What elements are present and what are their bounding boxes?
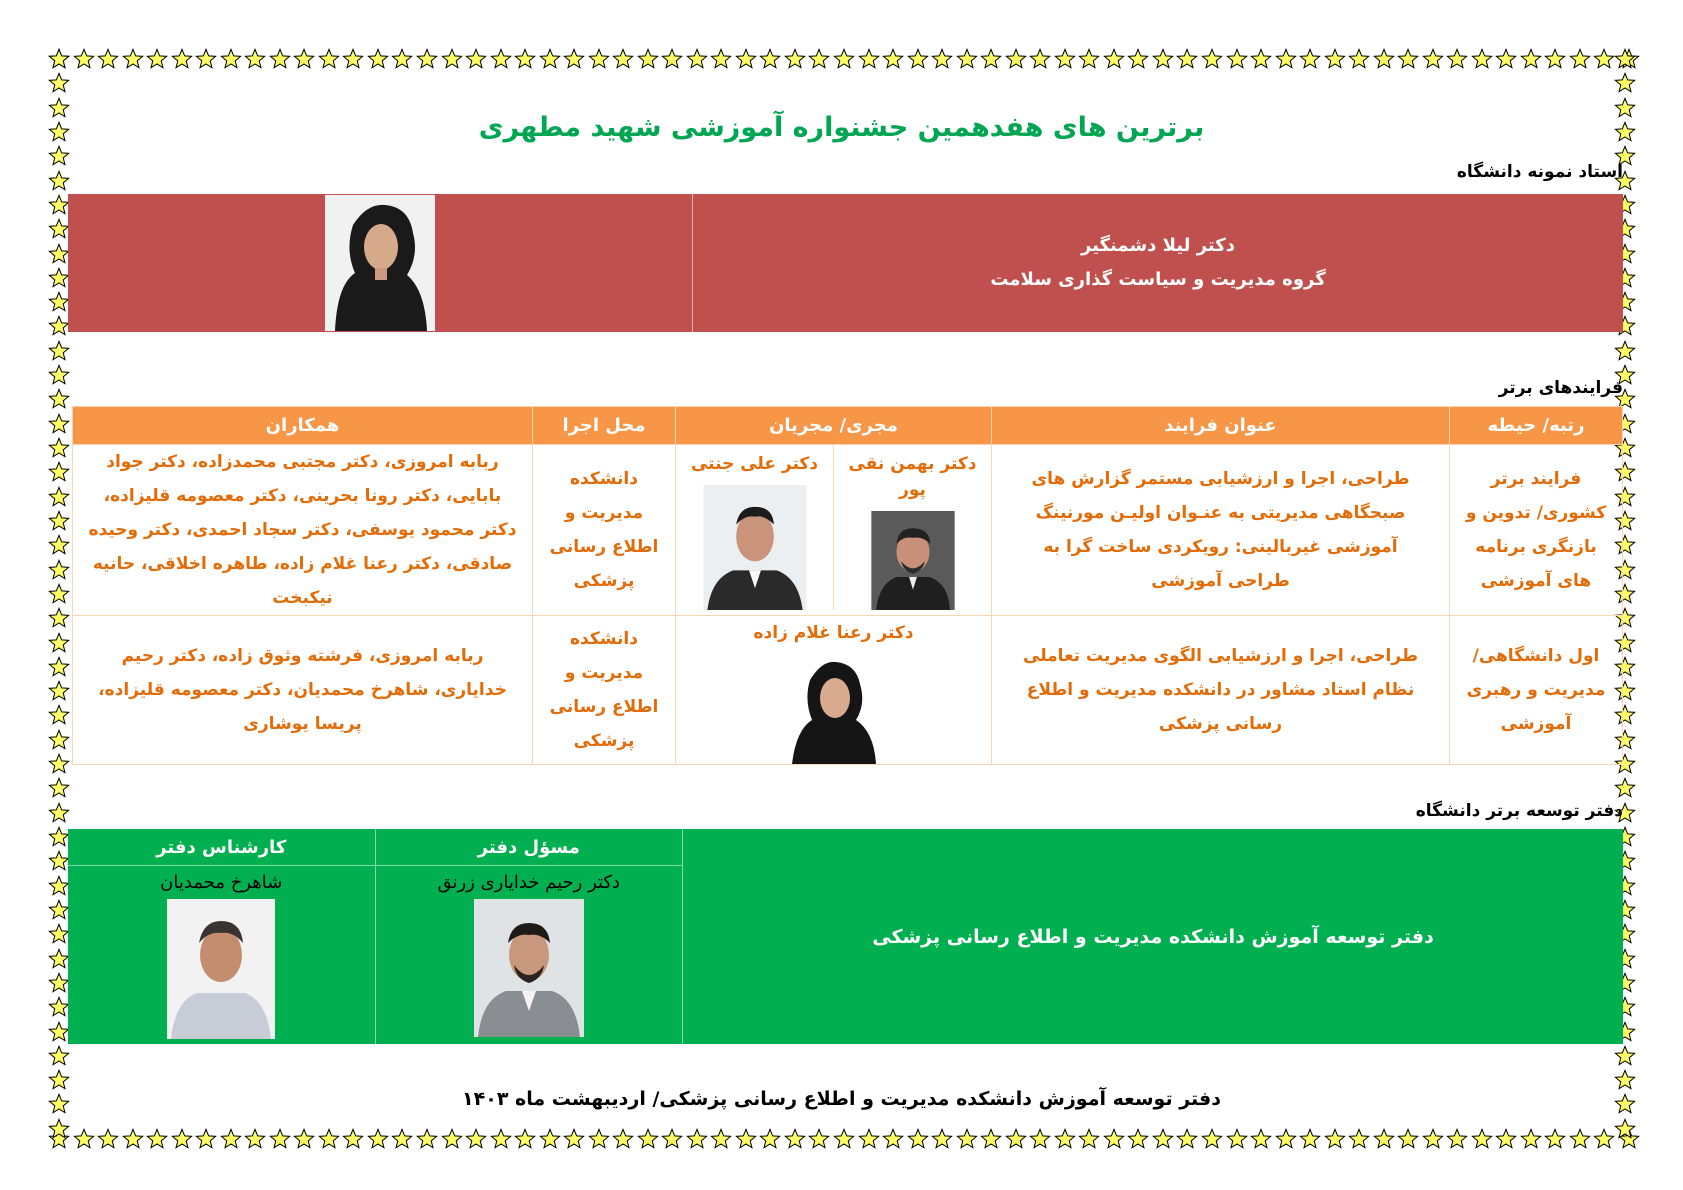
star-icon <box>710 1128 732 1150</box>
star-icon <box>1005 1128 1027 1150</box>
star-icon <box>1593 48 1615 70</box>
star-icon <box>1446 48 1468 70</box>
star-icon <box>1324 48 1346 70</box>
star-icon <box>244 1128 266 1150</box>
star-icon <box>146 48 168 70</box>
star-icon <box>637 1128 659 1150</box>
star-icon <box>97 48 119 70</box>
star-icon <box>220 48 242 70</box>
row1-executors <box>676 445 992 616</box>
star-icon <box>490 1128 512 1150</box>
star-icon <box>1201 48 1223 70</box>
star-icon <box>48 875 70 897</box>
star-icon <box>907 48 929 70</box>
star-icon <box>1299 48 1321 70</box>
star-icon <box>907 1128 929 1150</box>
star-icon <box>1397 1128 1419 1150</box>
star-icon <box>293 48 315 70</box>
star-icon <box>833 48 855 70</box>
star-icon <box>48 948 70 970</box>
star-icon <box>48 607 70 629</box>
office-head-title: مسؤل دفتر <box>376 829 683 866</box>
star-icon <box>465 48 487 70</box>
star-icon <box>269 48 291 70</box>
star-icon <box>48 170 70 192</box>
star-icon <box>1495 1128 1517 1150</box>
star-icon <box>73 1128 95 1150</box>
star-icon <box>122 48 144 70</box>
office-expert-name: شاهرخ محمدیان <box>160 872 283 893</box>
star-icon <box>318 1128 340 1150</box>
star-icon <box>48 486 70 508</box>
star-icon <box>1495 48 1517 70</box>
star-border-bottom <box>48 1128 1640 1154</box>
star-icon <box>48 72 70 94</box>
star-icon <box>686 48 708 70</box>
star-icon <box>122 1128 144 1150</box>
office-expert-title: کارشناس دفتر <box>68 829 375 866</box>
star-icon <box>1299 1128 1321 1150</box>
star-icon <box>293 1128 315 1150</box>
star-icon <box>1614 340 1636 362</box>
star-icon <box>1324 1128 1346 1150</box>
star-icon <box>48 340 70 362</box>
row2-colleagues: ربابه امروزی، فرشته وثوق زاده، دکتر رحیم خدایاری، شاهرخ محمدیان، دکتر معصومه قلیزاده، پریسا یوشاری <box>73 616 533 765</box>
office-head-name: دکتر رحیم خدایاری زرنق <box>437 872 621 893</box>
star-icon <box>588 1128 610 1150</box>
star-icon <box>48 194 70 216</box>
teacher-photo <box>325 195 435 331</box>
star-icon <box>1054 48 1076 70</box>
star-icon <box>1569 1128 1591 1150</box>
row1-executor-2-name: دکتر علی جنتی <box>690 454 819 474</box>
star-icon <box>1348 1128 1370 1150</box>
star-icon <box>759 1128 781 1150</box>
star-icon <box>980 1128 1002 1150</box>
star-icon <box>514 1128 536 1150</box>
star-icon <box>1446 1128 1468 1150</box>
row2-title: طراحی، اجرا و ارزشیابی الگوی مدیریت تعاملی نظام استاد مشاور در دانشکده مدیریت و اطلاع رسانی پزشکی <box>992 616 1450 765</box>
star-icon <box>48 534 70 556</box>
star-icon <box>48 48 70 70</box>
star-icon <box>48 680 70 702</box>
star-icon <box>48 364 70 386</box>
star-icon <box>220 1128 242 1150</box>
star-icon <box>931 48 953 70</box>
star-icon <box>416 1128 438 1150</box>
star-icon <box>980 48 1002 70</box>
star-icon <box>1275 48 1297 70</box>
star-icon <box>48 145 70 167</box>
star-icon <box>73 48 95 70</box>
star-icon <box>1005 48 1027 70</box>
teacher-photo-cell <box>68 194 692 332</box>
star-icon <box>48 899 70 921</box>
footer-text: دفتر توسعه آموزش دانشکده مدیریت و اطلاع رسانی پزشکی/ اردیبهشت ماه ۱۴۰۳ <box>462 1088 1221 1110</box>
star-icon <box>1127 1128 1149 1150</box>
header-title: عنوان فرایند <box>992 407 1450 445</box>
star-icon <box>48 243 70 265</box>
star-icon <box>956 48 978 70</box>
office-expert-photo <box>167 899 275 1039</box>
star-icon <box>1471 48 1493 70</box>
table-row <box>73 616 1623 765</box>
star-icon <box>1152 48 1174 70</box>
star-icon <box>563 48 585 70</box>
star-icon <box>1078 48 1100 70</box>
star-icon <box>588 48 610 70</box>
star-icon <box>1520 48 1542 70</box>
star-icon <box>710 48 732 70</box>
star-icon <box>1348 48 1370 70</box>
star-icon <box>48 826 70 848</box>
office-head-cell <box>375 829 683 1044</box>
star-icon <box>48 413 70 435</box>
star-icon <box>48 972 70 994</box>
star-icon <box>882 48 904 70</box>
table-row <box>73 445 1623 616</box>
star-icon <box>784 1128 806 1150</box>
star-icon <box>1250 1128 1272 1150</box>
star-icon <box>563 1128 585 1150</box>
star-icon <box>146 1128 168 1150</box>
star-icon <box>490 48 512 70</box>
star-icon <box>956 1128 978 1150</box>
star-icon <box>1422 48 1444 70</box>
star-icon <box>1078 1128 1100 1150</box>
star-icon <box>1373 1128 1395 1150</box>
star-icon <box>48 1118 70 1140</box>
teacher-department: گروه مدیریت و سیاست گذاری سلامت <box>990 269 1326 290</box>
star-icon <box>514 48 536 70</box>
star-icon <box>686 1128 708 1150</box>
star-icon <box>858 1128 880 1150</box>
star-icon <box>342 48 364 70</box>
office-section-label: دفتر توسعه برتر دانشگاه <box>1415 801 1623 821</box>
star-icon <box>1176 48 1198 70</box>
star-icon <box>48 1021 70 1043</box>
star-icon <box>48 583 70 605</box>
star-icon <box>882 1128 904 1150</box>
row1-rank: فرایند برتر کشوری/ تدوین و بازنگری برنامه های آموزشی <box>1450 445 1623 616</box>
star-icon <box>1569 48 1591 70</box>
star-icon <box>48 315 70 337</box>
header-executors: مجری/ مجریان <box>676 407 992 445</box>
office-expert-cell <box>68 829 375 1044</box>
star-icon <box>367 48 389 70</box>
star-icon <box>1029 48 1051 70</box>
teacher-panel <box>68 194 1623 332</box>
star-icon <box>416 48 438 70</box>
office-panel <box>68 829 1623 1044</box>
star-icon <box>48 753 70 775</box>
star-icon <box>48 388 70 410</box>
star-icon <box>441 1128 463 1150</box>
page-title: برترین های هفدهمین جشنواره آموزشی شهید مطهری <box>478 112 1205 143</box>
row2-executors <box>676 616 992 765</box>
star-icon <box>1614 48 1636 70</box>
row2-location: دانشکده مدیریت و اطلاع رسانی پزشکی <box>533 616 676 765</box>
star-icon <box>48 729 70 751</box>
star-icon <box>1103 1128 1125 1150</box>
star-icon <box>1373 48 1395 70</box>
star-icon <box>1614 1118 1636 1140</box>
row2-rank: اول دانشگاهی/ مدیریت و رهبری آموزشی <box>1450 616 1623 765</box>
star-icon <box>1176 1128 1198 1150</box>
star-icon <box>833 1128 855 1150</box>
star-icon <box>1614 72 1636 94</box>
star-icon <box>318 48 340 70</box>
star-icon <box>1201 1128 1223 1150</box>
star-icon <box>539 1128 561 1150</box>
star-icon <box>612 1128 634 1150</box>
star-icon <box>48 632 70 654</box>
star-icon <box>1544 1128 1566 1150</box>
star-icon <box>48 802 70 824</box>
office-head-photo <box>474 899 584 1037</box>
star-icon <box>48 510 70 532</box>
star-icon <box>1103 48 1125 70</box>
header-location: محل اجرا <box>533 407 676 445</box>
office-name: دفتر توسعه آموزش دانشکده مدیریت و اطلاع رسانی پزشکی <box>682 829 1623 1044</box>
star-icon <box>244 48 266 70</box>
star-icon <box>1029 1128 1051 1150</box>
star-icon <box>171 1128 193 1150</box>
star-icon <box>269 1128 291 1150</box>
star-icon <box>661 1128 683 1150</box>
star-icon <box>48 461 70 483</box>
star-icon <box>858 48 880 70</box>
row1-colleagues: ربابه امروزی، دکتر مجتبی محمدزاده، دکتر جواد بابایی، دکتر رونا بحرینی، دکتر معصومه قلیزاده، دکتر محمود یوسفی، دکتر سجاد احمدی، دکتر وحیده صادقی، دکتر رعنا غلام زاده، طاهره اخلاقی، حانیه نیکبخت <box>73 445 533 616</box>
star-icon <box>637 48 659 70</box>
star-icon <box>808 48 830 70</box>
row1-title: طراحی، اجرا و ارزشیابی مستمر گزارش های صبحگاهی مدیریتی به عنـوان اولیـن مورنینگ آموزشی غیربالینی: رویکردی ساخت گرا به طراحی آموزشی <box>992 445 1450 616</box>
star-icon <box>367 1128 389 1150</box>
star-icon <box>195 48 217 70</box>
row1-executor-1-name: دکتر بهمن نقی پور <box>848 454 977 500</box>
teacher-section-label: استاد نمونه دانشگاه <box>1456 162 1623 182</box>
process-table <box>72 406 1623 765</box>
star-icon <box>735 48 757 70</box>
star-icon <box>465 1128 487 1150</box>
star-icon <box>1127 48 1149 70</box>
star-icon <box>1614 1045 1636 1067</box>
star-icon <box>1152 1128 1174 1150</box>
row2-executor-1-name: دکتر رعنا غلام زاده <box>753 623 914 643</box>
star-icon <box>48 1045 70 1067</box>
star-icon <box>97 1128 119 1150</box>
star-icon <box>735 1128 757 1150</box>
star-icon <box>48 923 70 945</box>
star-icon <box>661 48 683 70</box>
teacher-name: دکتر لیلا دشمنگیر <box>1081 235 1235 256</box>
star-icon <box>48 218 70 240</box>
star-icon <box>808 1128 830 1150</box>
star-icon <box>391 1128 413 1150</box>
star-icon <box>931 1128 953 1150</box>
teacher-info <box>692 194 1623 332</box>
star-icon <box>48 291 70 313</box>
process-section-label: فرایندهای برتر <box>1498 378 1623 398</box>
row1-executor-1-photo <box>860 511 966 610</box>
star-icon <box>759 48 781 70</box>
star-icon <box>48 850 70 872</box>
star-icon <box>391 48 413 70</box>
star-icon <box>1422 1128 1444 1150</box>
star-icon <box>612 48 634 70</box>
star-icon <box>1250 48 1272 70</box>
star-icon <box>171 48 193 70</box>
star-icon <box>1397 48 1419 70</box>
star-icon <box>48 704 70 726</box>
star-icon <box>195 1128 217 1150</box>
star-icon <box>1471 1128 1493 1150</box>
star-icon <box>1614 777 1636 799</box>
star-icon <box>784 48 806 70</box>
star-border-top <box>48 48 1640 74</box>
star-icon <box>1593 1128 1615 1150</box>
star-icon <box>342 1128 364 1150</box>
star-icon <box>48 996 70 1018</box>
star-icon <box>1520 1128 1542 1150</box>
star-icon <box>48 656 70 678</box>
star-icon <box>1544 48 1566 70</box>
star-icon <box>1275 1128 1297 1150</box>
star-icon <box>48 559 70 581</box>
star-icon <box>48 267 70 289</box>
star-icon <box>441 48 463 70</box>
header-colleagues: همکاران <box>73 407 533 445</box>
star-icon <box>1226 48 1248 70</box>
star-icon <box>48 437 70 459</box>
row2-executor-1-photo <box>788 654 880 764</box>
star-icon <box>539 48 561 70</box>
star-icon <box>1054 1128 1076 1150</box>
process-table-header-row <box>73 407 1623 445</box>
star-icon <box>1226 1128 1248 1150</box>
header-rank: رتبه/ حیطه <box>1450 407 1623 445</box>
row1-location: دانشکده مدیریت و اطلاع رسانی پزشکی <box>533 445 676 616</box>
row1-executor-2-photo <box>703 485 807 610</box>
star-icon <box>48 777 70 799</box>
